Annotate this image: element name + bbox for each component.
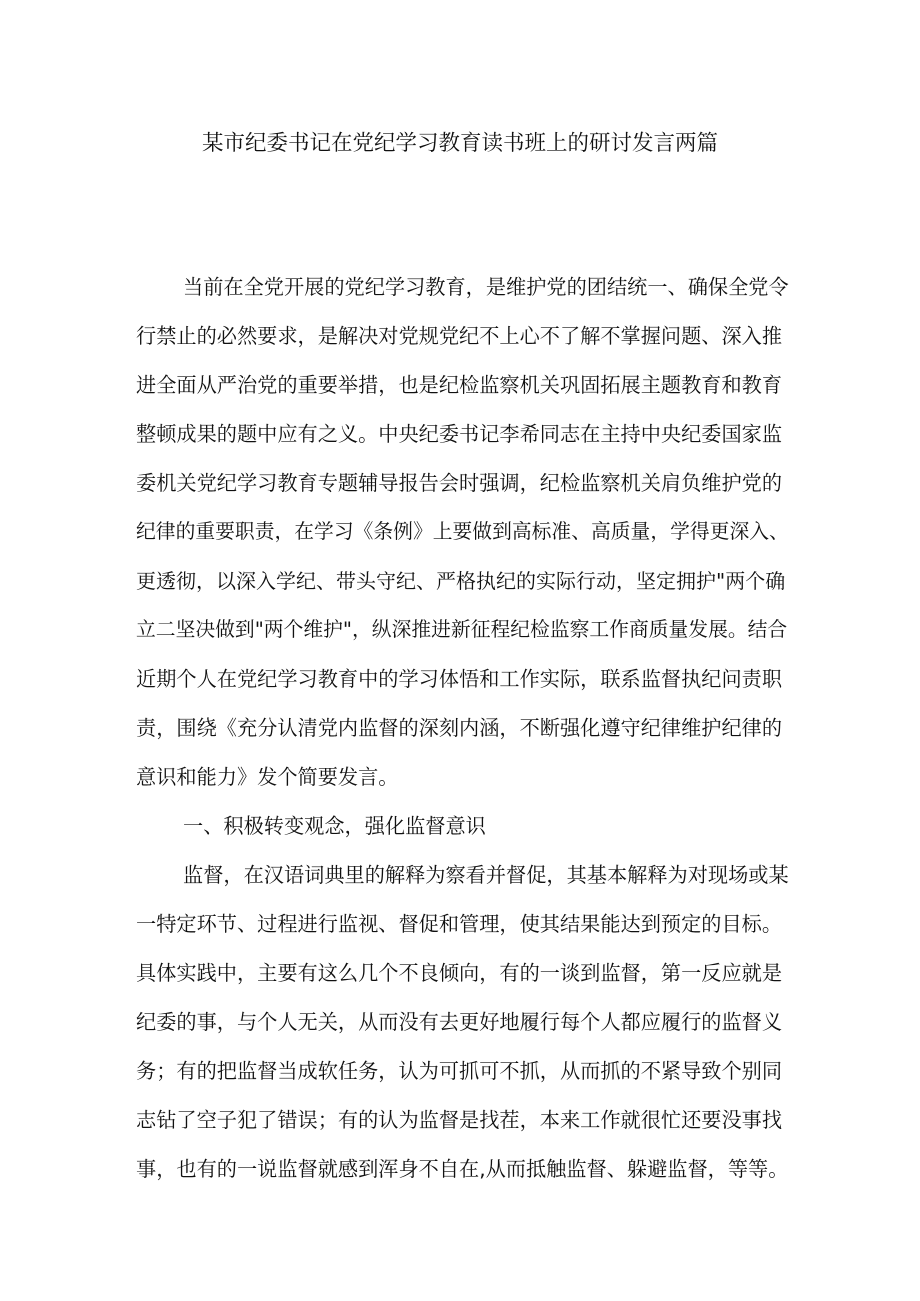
paragraph-line: 更透彻，以深入学纪、带头守纪、严格执纪的实际行动，坚定拥护"两个确 (136, 569, 786, 593)
paragraph-line: 务；有的把监督当成软任务，认为可抓可不抓，从而抓的不紧导致个别同 (136, 1059, 783, 1083)
paragraph-line: 责，围绕《充分认清党内监督的深刻内涵，不断强化遵守纪律维护纪律的 (136, 716, 783, 740)
paragraph-line: 具体实践中，主要有这么几个不良倾向，有的一谈到监督，第一反应就是 (136, 961, 783, 985)
paragraph-line: 立二坚决做到"两个维护"，纵深推进新征程纪检监察工作商质量发展。结合 (136, 618, 788, 641)
paragraph-line: 纪律的重要职责，在学习《条例》上要做到高标准、高质量，学得更深入、 (136, 520, 789, 543)
paragraph-line: 行禁止的必然要求，是解决对党规党纪不上心不了解不掌握问题、深入推 (136, 324, 783, 348)
document-title: 某市纪委书记在党纪学习教育读书班上的研讨发言两篇 (201, 131, 718, 156)
paragraph-line: 近期个人在党纪学习教育中的学习体悟和工作实际，联系监督执纪问责职 (136, 667, 783, 691)
paragraph-line: 整顿成果的题中应有之义。中央纪委书记李希同志在主持中央纪委国家监 (136, 422, 783, 446)
section-heading: 一、积极转变观念，强化监督意识 (183, 814, 486, 838)
paragraph-line: 纪委的事，与个人无关，从而没有去更好地履行每个人都应履行的监督义 (136, 1010, 783, 1034)
paragraph-line: 意识和能力》发个简要发言。 (136, 765, 399, 789)
paragraph-line: 进全面从严治党的重要举措，也是纪检监察机关巩固拓展主题教育和教育 (136, 373, 783, 397)
paragraph-line: 监督，在汉语词典里的解释为察看并督促，其基本解释为对现场或某 (183, 863, 789, 887)
paragraph-line: 当前在全党开展的党纪学习教育，是维护党的团结统一、确保全党令 (183, 275, 789, 299)
paragraph-line: 委机关党纪学习教育专题辅导报告会时强调，纪检监察机关肩负维护党的 (136, 471, 783, 495)
paragraph-line: 一特定环节、过程进行监视、督促和管理，使其结果能达到预定的目标。 (136, 912, 783, 936)
paragraph-line: 志钻了空子犯了错误；有的认为监督是找茬，本来工作就很忙还要没事找 (136, 1108, 783, 1132)
paragraph-line: 事，也有的一说监督就感到浑身不自在,从而抵触监督、躲避监督，等等。 (136, 1157, 789, 1181)
